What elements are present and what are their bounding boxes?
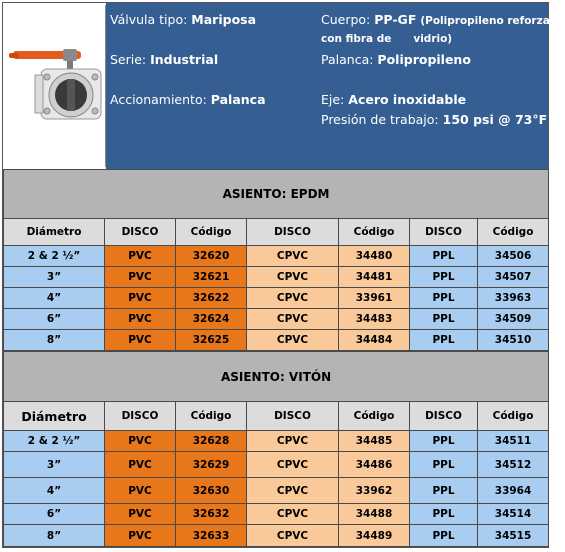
cell-diameter: 4” <box>4 288 105 309</box>
cell-code-pvc: 32633 <box>176 525 247 547</box>
cell-disc-cpvc: CPVC <box>247 330 339 351</box>
cell-code-cpvc: 34486 <box>339 452 410 478</box>
col-header-diameter: Diámetro <box>4 219 105 246</box>
valve-photo <box>5 5 106 167</box>
cell-disc-pvc: PVC <box>105 504 176 525</box>
cell-disc-ppl: PPL <box>410 504 478 525</box>
epdm-table <box>3 169 549 351</box>
table-row <box>4 288 549 309</box>
cell-disc-cpvc: CPVC <box>247 288 339 309</box>
cell-disc-ppl: PPL <box>410 431 478 452</box>
table-row <box>4 431 549 452</box>
butterfly-valve-icon <box>5 5 105 167</box>
cell-disc-pvc: PVC <box>105 246 176 267</box>
cell-disc-ppl: PPL <box>410 267 478 288</box>
cell-code-pvc: 32621 <box>176 267 247 288</box>
cell-diameter: 3” <box>4 267 105 288</box>
cell-disc-cpvc: CPVC <box>247 246 339 267</box>
cell-disc-pvc: PVC <box>105 309 176 330</box>
cell-disc-cpvc: CPVC <box>247 452 339 478</box>
cell-diameter: 3” <box>4 452 105 478</box>
col-header-code: Código <box>478 219 549 246</box>
cell-code-ppl: 34507 <box>478 267 549 288</box>
cell-code-ppl: 34514 <box>478 504 549 525</box>
cell-disc-pvc: PVC <box>105 267 176 288</box>
cell-code-pvc: 32630 <box>176 478 247 504</box>
col-header-disc: DISCO <box>410 402 478 431</box>
cell-code-cpvc: 34480 <box>339 246 410 267</box>
cell-disc-pvc: PVC <box>105 452 176 478</box>
cell-code-pvc: 32625 <box>176 330 247 351</box>
cell-code-cpvc: 34483 <box>339 309 410 330</box>
cell-code-cpvc: 34484 <box>339 330 410 351</box>
viton-table <box>3 351 549 547</box>
cell-disc-pvc: PVC <box>105 288 176 309</box>
cell-disc-cpvc: CPVC <box>247 478 339 504</box>
cell-diameter: 4” <box>4 478 105 504</box>
cell-diameter: 8” <box>4 330 105 351</box>
epdm-title: ASIENTO: EPDM <box>4 170 549 219</box>
cell-code-cpvc: 34481 <box>339 267 410 288</box>
col-header-diameter: Diámetro <box>4 402 105 431</box>
cell-disc-cpvc: CPVC <box>247 309 339 330</box>
cell-code-ppl: 34515 <box>478 525 549 547</box>
cell-diameter: 6” <box>4 309 105 330</box>
cell-code-cpvc: 34485 <box>339 431 410 452</box>
table-row <box>4 267 549 288</box>
cell-code-cpvc: 33961 <box>339 288 410 309</box>
cell-disc-cpvc: CPVC <box>247 267 339 288</box>
col-header-disc: DISCO <box>247 402 339 431</box>
col-header-disc: DISCO <box>410 219 478 246</box>
cell-code-cpvc: 33962 <box>339 478 410 504</box>
cell-disc-ppl: PPL <box>410 330 478 351</box>
cell-disc-pvc: PVC <box>105 431 176 452</box>
cell-code-ppl: 33964 <box>478 478 549 504</box>
col-header-code: Código <box>339 402 410 431</box>
cell-disc-ppl: PPL <box>410 309 478 330</box>
valve-type: Válvula tipo: Mariposa <box>110 12 257 27</box>
cell-code-pvc: 32624 <box>176 309 247 330</box>
table-row <box>4 330 549 351</box>
product-sheet <box>2 2 565 548</box>
cell-code-pvc: 32629 <box>176 452 247 478</box>
product-header <box>3 3 565 169</box>
body-material-note: con fibra de vidrio) <box>321 33 453 45</box>
cell-disc-cpvc: CPVC <box>247 525 339 547</box>
cell-code-ppl: 34512 <box>478 452 549 478</box>
working-pressure: Presión de trabajo: 150 psi @ 73°F <box>321 112 548 127</box>
cell-disc-pvc: PVC <box>105 525 176 547</box>
cell-disc-pvc: PVC <box>105 478 176 504</box>
cell-code-ppl: 34509 <box>478 309 549 330</box>
cell-code-ppl: 33963 <box>478 288 549 309</box>
cell-diameter: 6” <box>4 504 105 525</box>
lever-material: Palanca: Polipropileno <box>321 52 471 67</box>
cell-disc-ppl: PPL <box>410 525 478 547</box>
shaft-material: Eje: Acero inoxidable <box>321 92 467 107</box>
cell-disc-pvc: PVC <box>105 330 176 351</box>
body-material: Cuerpo: PP-GF (Polipropileno reforzado <box>321 12 565 27</box>
cell-code-cpvc: 34488 <box>339 504 410 525</box>
cell-code-pvc: 32628 <box>176 431 247 452</box>
cell-disc-ppl: PPL <box>410 288 478 309</box>
cell-code-pvc: 32632 <box>176 504 247 525</box>
cell-code-ppl: 34510 <box>478 330 549 351</box>
col-header-code: Código <box>339 219 410 246</box>
cell-disc-cpvc: CPVC <box>247 431 339 452</box>
cell-diameter: 8” <box>4 525 105 547</box>
col-header-code: Código <box>176 219 247 246</box>
table-row <box>4 525 549 547</box>
cell-disc-ppl: PPL <box>410 246 478 267</box>
cell-diameter: 2 & 2 ½” <box>4 431 105 452</box>
table-row <box>4 309 549 330</box>
col-header-code: Código <box>478 402 549 431</box>
col-header-disc: DISCO <box>247 219 339 246</box>
cell-disc-cpvc: CPVC <box>247 504 339 525</box>
table-row <box>4 452 549 478</box>
actuation: Accionamiento: Palanca <box>110 92 266 107</box>
cell-code-cpvc: 34489 <box>339 525 410 547</box>
cell-disc-ppl: PPL <box>410 478 478 504</box>
cell-code-pvc: 32622 <box>176 288 247 309</box>
series: Serie: Industrial <box>110 52 219 67</box>
table-row <box>4 478 549 504</box>
cell-code-ppl: 34511 <box>478 431 549 452</box>
table-row <box>4 504 549 525</box>
cell-diameter: 2 & 2 ½” <box>4 246 105 267</box>
col-header-code: Código <box>176 402 247 431</box>
table-row <box>4 246 549 267</box>
col-header-disc: DISCO <box>105 219 176 246</box>
cell-disc-ppl: PPL <box>410 452 478 478</box>
cell-code-pvc: 32620 <box>176 246 247 267</box>
viton-title: ASIENTO: VITÓN <box>4 352 549 402</box>
product-specs <box>106 3 565 169</box>
cell-code-ppl: 34506 <box>478 246 549 267</box>
col-header-disc: DISCO <box>105 402 176 431</box>
